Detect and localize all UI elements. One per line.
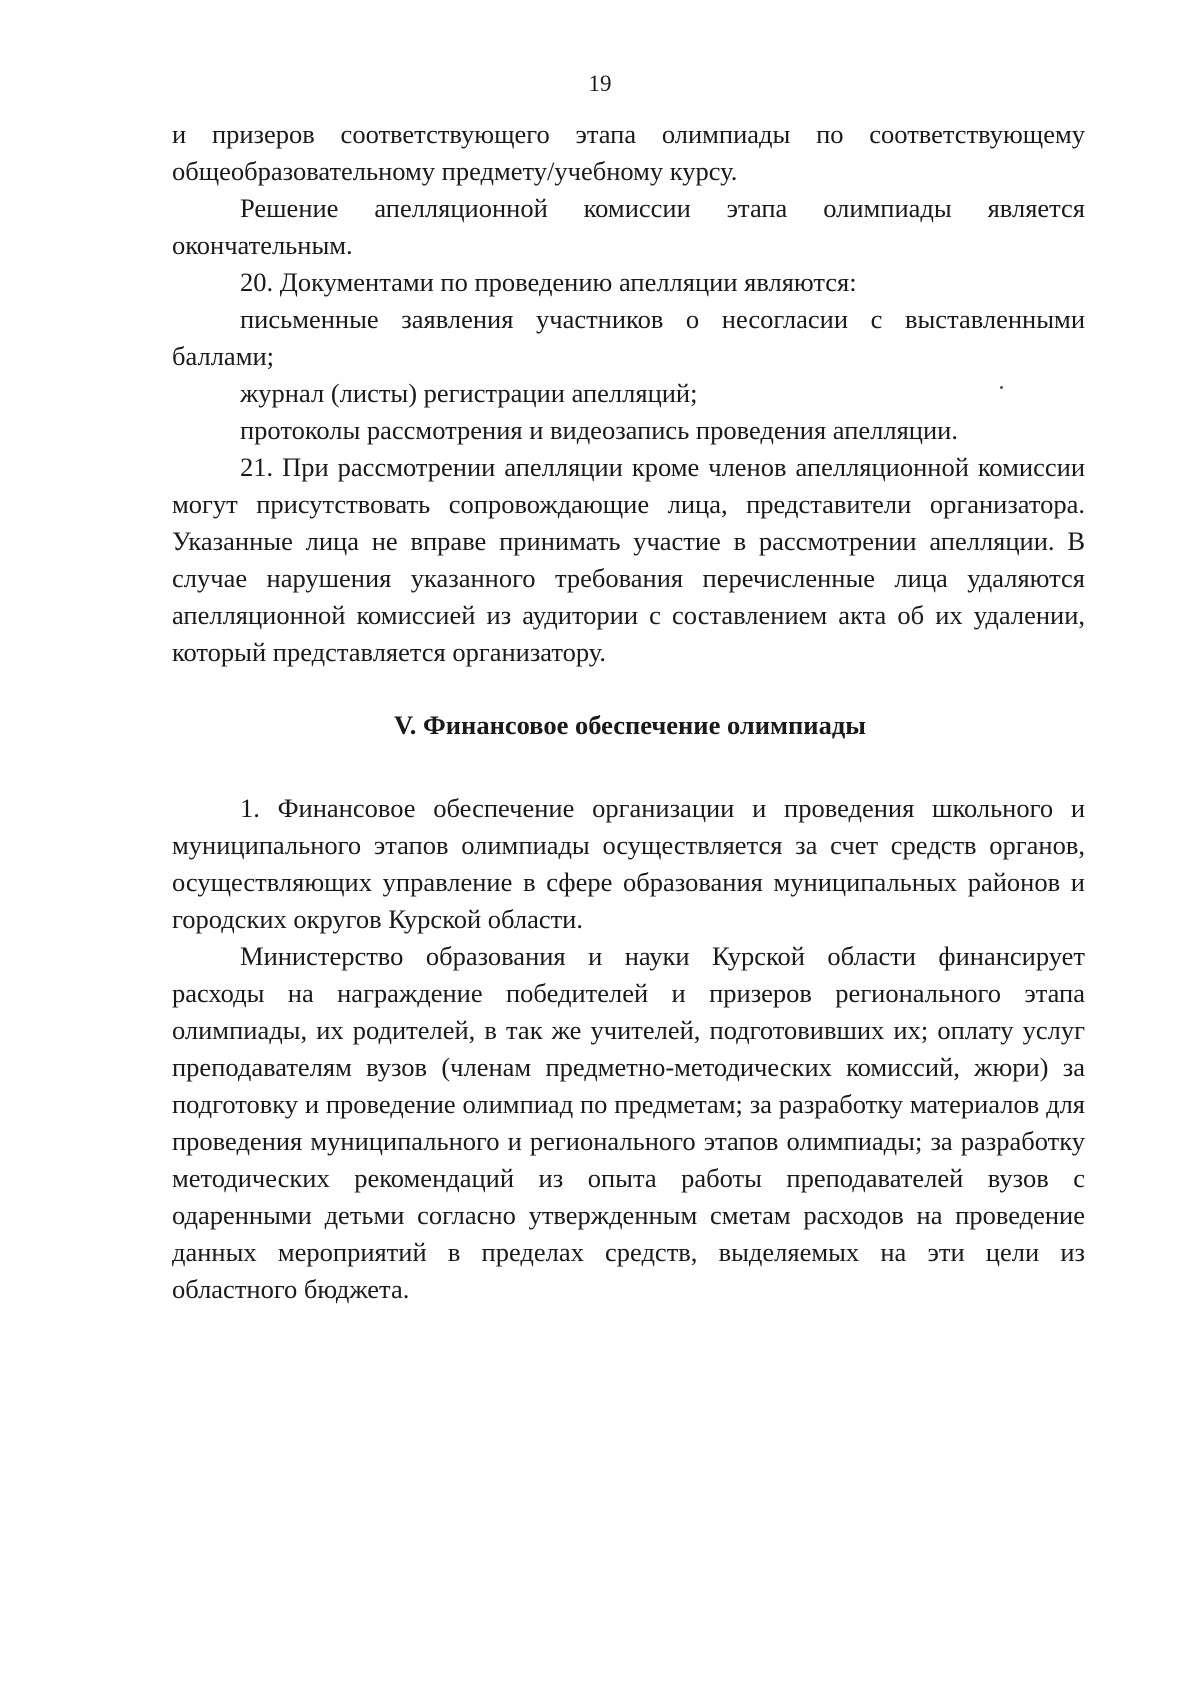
scan-speck <box>1000 386 1003 389</box>
paragraph: 21. При рассмотрении апелляции кроме членов апелляционной комиссии могут присутствовать сопровождающие лица, представители организатора. Указанные лица не вправе принимать участие в рассмотрении апелляции. В случае нарушения указанного требования перечисленные лица удаляются апелляционной комиссией из аудитории с составлением акта об их удалении, который представляется организатору. <box>172 452 1085 667</box>
paragraph: 20. Документами по проведению апелляции являются: <box>240 267 857 297</box>
paragraph: журнал (листы) регистрации апелляций; <box>240 378 698 408</box>
paragraph: письменные заявления участников о несогласии с выставленными баллами; <box>172 304 1085 371</box>
paragraph: и призеров соответствующего этапа олимпиады по соответствующему общеобразовательному предмету/учебному курсу. <box>172 119 1085 186</box>
body-text-before-heading <box>172 116 1085 671</box>
paragraph: Министерство образования и науки Курской области финансирует расходы на награждение победителей и призеров регионального этапа олимпиады, их родителей, в так же учителей, подготовивших их; оплату услуг преподавателям вузов (членам предметно-методических комиссий, жюри) за подготовку и проведение олимпиад по предметам; за разработку материалов для проведения муниципального и регионального этапов олимпиады; за разработку методических рекомендаций из опыта работы преподавателей вузов с одаренными детьми согласно утвержденным сметам расходов на проведение данных мероприятий в пределах средств, выделяемых на эти цели из областного бюджета. <box>172 941 1085 1304</box>
paragraph: 1. Финансовое обеспечение организации и проведения школьного и муниципального этапов олимпиады осуществляется за счет средств органов, осуществляющих управление в сфере образования муниципальных районов и городских округов Курской области. <box>172 793 1085 934</box>
page-number: 19 <box>588 71 612 96</box>
paragraph: Решение апелляционной комиссии этапа олимпиады является окончательным. <box>172 193 1085 260</box>
section-heading: V. Финансовое обеспечение олимпиады <box>394 710 866 740</box>
body-text-after-heading <box>172 790 1085 1308</box>
paragraph: протоколы рассмотрения и видеозапись проведения апелляции. <box>240 415 958 445</box>
